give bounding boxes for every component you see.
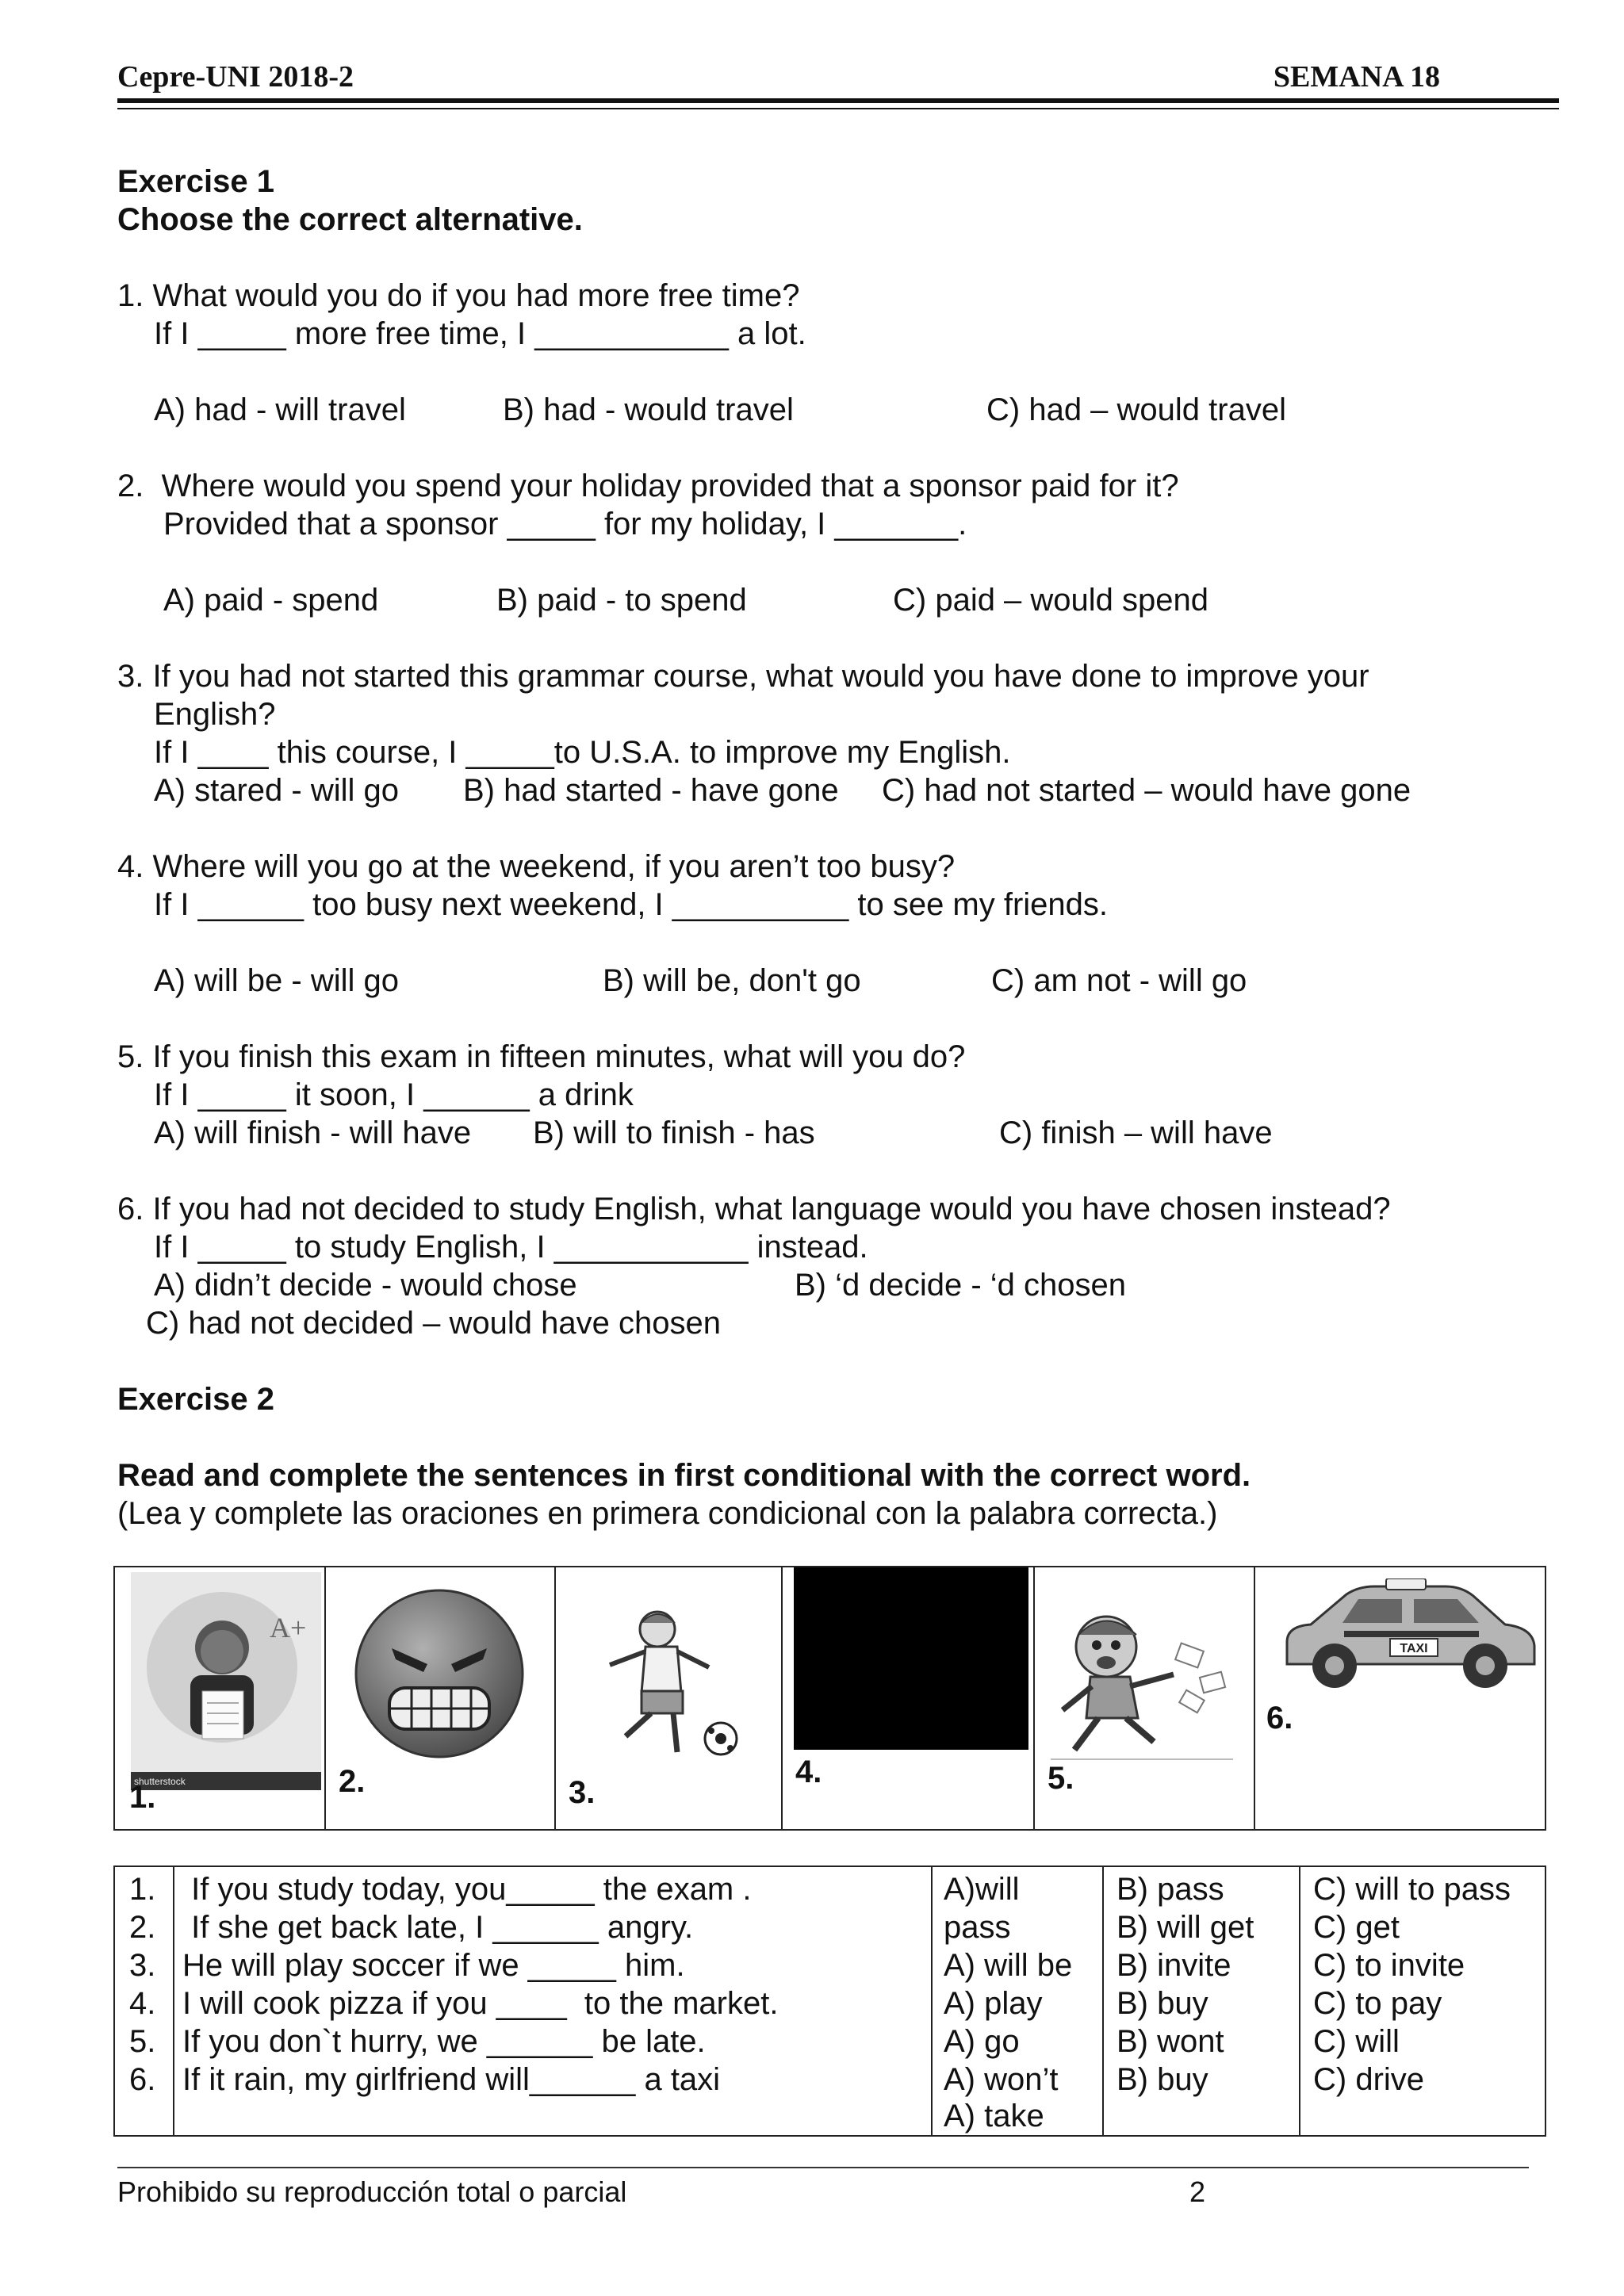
picture-cell-6: [1254, 1567, 1545, 1829]
table-num: 2.: [129, 1910, 156, 1945]
table-num: 1.: [129, 1872, 156, 1907]
boy-running-late-icon: [1043, 1599, 1241, 1766]
option-c[interactable]: C) to invite: [1313, 1948, 1465, 1983]
option-b[interactable]: B) paid - to spend: [496, 583, 747, 618]
table-sentence: If you don`t hurry, we ______ be late.: [182, 2024, 706, 2059]
picture-number-6: 6.: [1266, 1701, 1293, 1735]
table-sentence: I will cook pizza if you ____ to the market.: [182, 1986, 779, 2021]
table-option-a-column: [931, 1867, 1104, 2135]
angry-face-icon: [348, 1586, 530, 1761]
option-c[interactable]: C) paid – would spend: [893, 583, 1209, 618]
option-b[interactable]: B) pass: [1116, 1872, 1224, 1907]
picture-cell-1: [115, 1567, 326, 1829]
exercise-2-translation: (Lea y complete las oraciones en primera condicional con la palabra correcta.): [117, 1496, 1218, 1531]
footer-rule: [117, 2167, 1529, 2168]
option-c[interactable]: C) will: [1313, 2024, 1400, 2059]
header-rule-thick: [117, 98, 1559, 103]
picture-cell-4: [781, 1567, 1035, 1829]
grade-mark: A+: [270, 1612, 307, 1644]
table-option-b-column: [1102, 1867, 1300, 2135]
option-c[interactable]: C) had – would travel: [986, 392, 1286, 427]
question-sentence: If I _____ to study English, I ___________ instead.: [154, 1230, 868, 1265]
picture-number-3: 3.: [569, 1775, 596, 1810]
option-b[interactable]: B) will be, don't go: [603, 963, 861, 998]
table-option-c-column: [1299, 1867, 1545, 2135]
footer-notice: Prohibido su reproducción total o parcial: [117, 2175, 627, 2208]
question-5: [117, 1038, 1561, 1152]
question-3: [117, 657, 1561, 809]
table-num: 5.: [129, 2024, 156, 2059]
table-num: 3.: [129, 1948, 156, 1983]
option-b[interactable]: B) buy: [1116, 1986, 1208, 2021]
table-sentence: If she get back late, I ______ angry.: [182, 1910, 694, 1945]
exercise-1: [117, 163, 1561, 1533]
option-c[interactable]: C) will to pass: [1313, 1872, 1511, 1907]
question-sentence: If I ______ too busy next weekend, I __________ to see my friends.: [154, 887, 1109, 922]
table-num: 6.: [129, 2062, 156, 2097]
question-sentence: If I _____ more free time, I ___________ a lot.: [154, 316, 806, 351]
exercise-2-title: Exercise 2: [117, 1382, 274, 1417]
table-sentence: If you study today, you_____ the exam .: [182, 1872, 752, 1907]
option-a[interactable]: A) will finish - will have: [154, 1115, 472, 1150]
boy-playing-soccer-icon: [602, 1605, 760, 1764]
header-rule-thin: [117, 108, 1559, 109]
question-1: [117, 277, 1561, 429]
table-num: 4.: [129, 1986, 156, 2021]
question-6: [117, 1190, 1561, 1342]
picture-cell-2: [324, 1567, 556, 1829]
option-b[interactable]: B) had started - have gone: [463, 773, 839, 808]
option-c[interactable]: C) to pay: [1313, 1986, 1442, 2021]
option-a[interactable]: A) won’t: [944, 2062, 1059, 2097]
option-a[interactable]: A) take: [944, 2099, 1044, 2133]
picture-number-5: 5.: [1048, 1761, 1074, 1796]
taxi-sign: TAXI: [1400, 1642, 1428, 1655]
question-4: [117, 848, 1561, 1000]
option-a[interactable]: A) will be - will go: [154, 963, 399, 998]
blacked-out-image-icon: [794, 1567, 1028, 1750]
table-numbers-column: [115, 1867, 174, 2135]
question-text-cont: English?: [154, 697, 276, 732]
question-text: 3. If you had not started this grammar course, what would you have done to improve your: [117, 659, 1369, 694]
option-c[interactable]: C) get: [1313, 1910, 1400, 1945]
header-course: Cepre-UNI 2018-2: [117, 60, 354, 94]
question-sentence: If I _____ it soon, I ______ a drink: [154, 1077, 634, 1112]
picture-number-4: 4.: [795, 1755, 822, 1789]
option-b[interactable]: B) wont: [1116, 2024, 1224, 2059]
picture-number-1: 1.: [129, 1780, 156, 1815]
option-a[interactable]: A) had - will travel: [154, 392, 406, 427]
question-2: [117, 467, 1561, 619]
header-week: SEMANA 18: [1273, 60, 1440, 94]
option-b[interactable]: B) will get: [1116, 1910, 1254, 1945]
option-c[interactable]: C) had not decided – would have chosen: [146, 1306, 721, 1341]
option-b[interactable]: B) had - would travel: [503, 392, 794, 427]
option-a[interactable]: A) will be: [944, 1948, 1073, 1983]
table-sentence: If it rain, my girlfriend will______ a taxi: [182, 2062, 721, 2097]
question-text: 2. Where would you spend your holiday provided that a sponsor paid for it?: [117, 469, 1179, 503]
answer-table: [113, 1866, 1546, 2137]
option-c[interactable]: C) am not - will go: [991, 963, 1247, 998]
option-a[interactable]: A) play: [944, 1986, 1043, 2021]
option-a[interactable]: A) paid - spend: [163, 583, 379, 618]
picture-cell-5: [1033, 1567, 1255, 1829]
option-a[interactable]: A)will: [944, 1872, 1020, 1907]
question-text: 5. If you finish this exam in fifteen minutes, what will you do?: [117, 1039, 966, 1074]
stock-watermark: shutterstock: [134, 1776, 186, 1787]
question-sentence: Provided that a sponsor _____ for my holiday, I _______.: [163, 507, 967, 541]
student-with-grade-icon: [131, 1572, 321, 1790]
table-sentence: He will play soccer if we _____ him.: [182, 1948, 685, 1983]
exercise-1-title: Exercise 1: [117, 164, 274, 199]
option-b[interactable]: B) invite: [1116, 1948, 1231, 1983]
page-number: 2: [1189, 2175, 1206, 2208]
option-a[interactable]: A) stared - will go: [154, 773, 399, 808]
question-text: 6. If you had not decided to study English, what language would you have chosen instead?: [117, 1192, 1391, 1226]
option-b[interactable]: B) buy: [1116, 2062, 1208, 2097]
option-a[interactable]: A) go: [944, 2024, 1020, 2059]
option-b[interactable]: B) ‘d decide - ‘d chosen: [795, 1268, 1127, 1303]
taxi-car-icon: [1271, 1578, 1541, 1697]
table-sentences-column: [173, 1867, 933, 2135]
option-b[interactable]: B) will to finish - has: [533, 1115, 815, 1150]
question-text: 1. What would you do if you had more free time?: [117, 278, 800, 313]
question-text: 4. Where will you go at the weekend, if you aren’t too busy?: [117, 849, 956, 884]
picture-number-2: 2.: [339, 1764, 366, 1799]
picture-cell-3: [554, 1567, 783, 1829]
option-c[interactable]: C) had not started – would have gone: [882, 773, 1411, 808]
option-c[interactable]: C) finish – will have: [999, 1115, 1273, 1150]
option-c[interactable]: C) drive: [1313, 2062, 1425, 2097]
picture-strip: [113, 1566, 1546, 1831]
exercise-1-instruction: Choose the correct alternative.: [117, 202, 583, 237]
exercise-2-instruction: Read and complete the sentences in first conditional with the correct word.: [117, 1458, 1251, 1493]
option-a[interactable]: A) didn’t decide - would chose: [154, 1268, 577, 1303]
question-sentence: If I ____ this course, I _____to U.S.A. to improve my English.: [154, 735, 1011, 770]
option-a[interactable]: pass: [944, 1910, 1011, 1945]
